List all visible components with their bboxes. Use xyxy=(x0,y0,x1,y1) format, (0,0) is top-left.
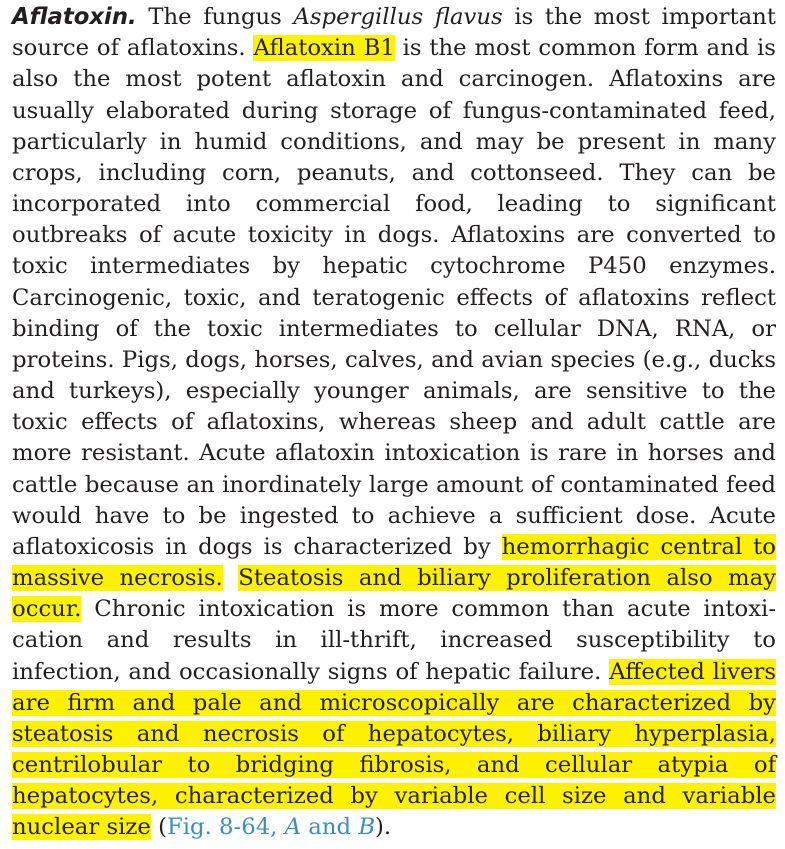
figure-reference-link[interactable] xyxy=(167,814,375,840)
highlight-hemorrhagic-necrosis: hemorrhagic central to massive necrosis. xyxy=(12,533,776,592)
text-run: ). xyxy=(375,814,392,841)
aflatoxin-paragraph xyxy=(12,2,776,844)
figure-panel-b: B xyxy=(358,814,376,841)
figure-reference-and: and xyxy=(301,814,359,841)
text-run: is the most common form and is also the most potent aflatoxin and carcinogen. Aflatoxins are usually elaborated during storage of fungus-contaminated feed, particularly in humid conditions, and may be present in many crops, including corn, peanuts, and cottonseed. They can be incorporated into commercial food, leading to significant outbreaks of acute toxicity in dogs. Aflatoxins are converted to toxic intermediates by hepatic cytochrome P450 enzymes. Carcinogenic, toxic, and teratogenic effects of aflatoxins reflect binding of the toxic intermediates to cellular DNA, RNA, or proteins. Pigs, dogs, horses, calves, and avian species (e.g., ducks and turkeys), especially younger animals, are sensitive to the toxic effects of aflatoxins, whereas sheep and adult cattle are more resistant. Acute aflatoxin intoxication is rare in horses and cattle because an inordinately large amount of contaminated feed would have to be ingested to achieve a sufficient dose. Acute aflatoxicosis in dogs is characterized by xyxy=(12,35,776,560)
figure-panel-a: A xyxy=(284,814,302,841)
highlight-affected-livers: Affected livers are firm and pale and microscopically are characterized by steatosis and necrosis of hepatocytes, biliary hyperplasia, centrilobular to bridging fibrosis, and cellular atypia of hepatocytes, characterized by variable cell size and variable nuclear size xyxy=(12,658,777,841)
text-run: Chronic intoxication is more common than acute intoxication and results in ill-thrift, increased susceptibility to infection, and occasionally signs of hepatic failure. xyxy=(12,596,776,685)
text-run: is the most important source of aflatoxins. xyxy=(12,4,776,62)
text-run: The fungus xyxy=(136,4,294,30)
text-run: ( xyxy=(150,814,167,841)
figure-reference-label: Fig. 8-64, xyxy=(166,814,285,841)
text-run xyxy=(223,565,238,591)
highlight-aflatoxin-b1: Aflatoxin B1 xyxy=(253,35,395,62)
species-name: Aspergillus flavus xyxy=(293,4,503,30)
highlight-steatosis: Steatosis and biliary proliferation also may occur. xyxy=(12,565,777,623)
paragraph-heading: Aflatoxin. xyxy=(12,4,137,30)
